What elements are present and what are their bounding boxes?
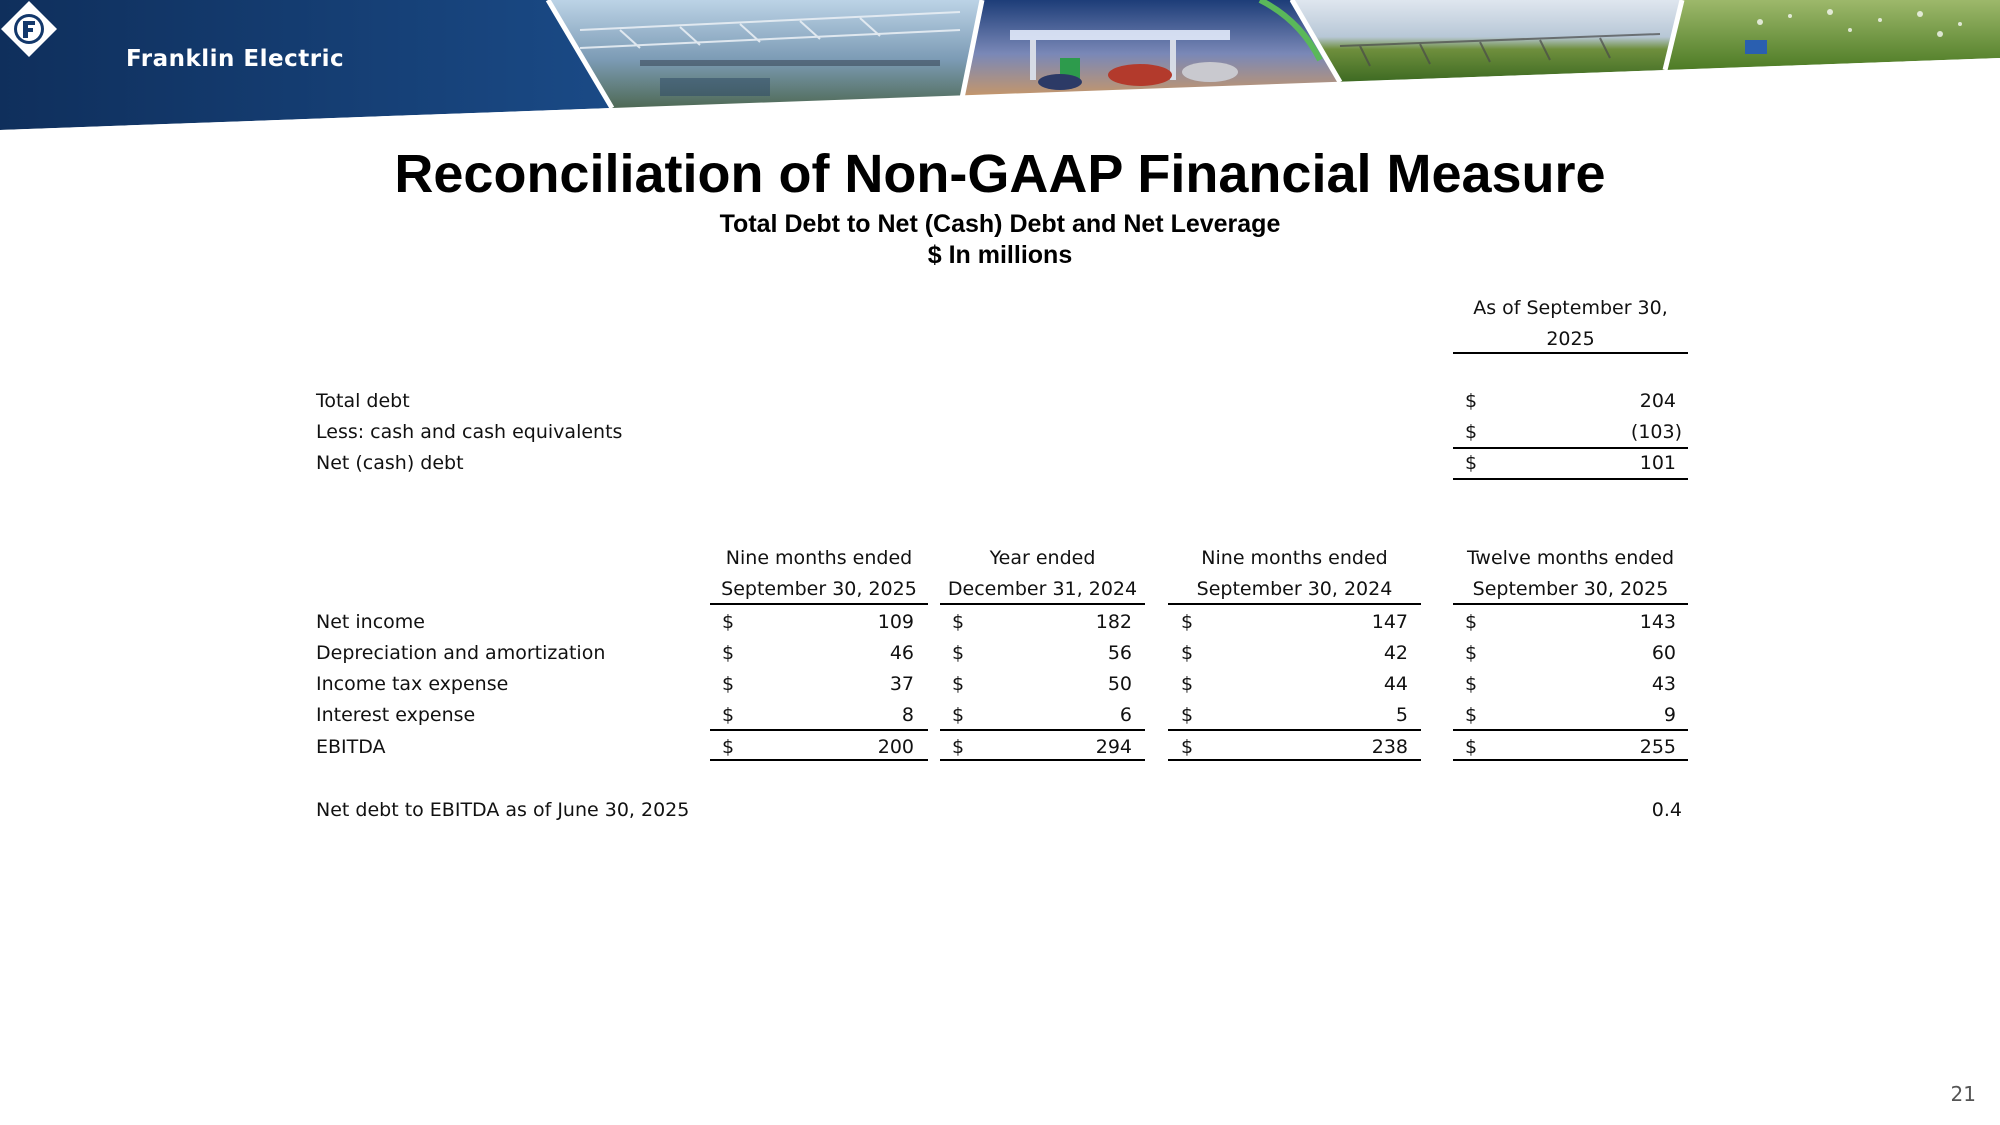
total-line	[1168, 759, 1421, 761]
subtotal-line	[710, 729, 928, 731]
ebitda-row-label: Interest expense	[316, 704, 476, 726]
total-line	[940, 759, 1145, 761]
currency-sign: $	[722, 611, 735, 633]
subtotal-line	[1168, 729, 1421, 731]
currency-sign: $	[1181, 642, 1194, 664]
total-line	[1453, 759, 1688, 761]
column-header-twelve-months-2025-date: September 30, 2025	[1472, 578, 1669, 600]
ebitda-value: 56	[1107, 642, 1132, 664]
column-header-nine-months-2024: Nine months ended	[1201, 547, 1388, 569]
column-header-year-2024: Year ended	[989, 547, 1096, 569]
value-cash: (103)	[1630, 421, 1682, 443]
ebitda-value: 42	[1383, 642, 1408, 664]
currency-sign: $	[722, 704, 735, 726]
subtotal-line	[940, 729, 1145, 731]
ebitda-value: 109	[877, 611, 914, 633]
page-number: 21	[1950, 1082, 1976, 1106]
subtotal-line	[1453, 729, 1688, 731]
debt-column-header-line2: 2025	[1546, 328, 1595, 350]
ebitda-value: 255	[1639, 736, 1676, 758]
page-title: Reconciliation of Non-GAAP Financial Measure	[394, 144, 1606, 204]
currency-sign: $	[1465, 452, 1478, 474]
currency-sign: $	[1181, 736, 1194, 758]
currency-sign: $	[1181, 611, 1194, 633]
currency-sign: $	[1465, 611, 1478, 633]
ebitda-value: 143	[1639, 611, 1676, 633]
debt-total-line	[1453, 478, 1688, 480]
page-subtitle: Total Debt to Net (Cash) Debt and Net Leverage	[719, 210, 1281, 238]
ebitda-value: 44	[1383, 673, 1408, 695]
ebitda-value: 43	[1651, 673, 1676, 695]
ebitda-value: 294	[1095, 736, 1132, 758]
row-label-cash: Less: cash and cash equivalents	[316, 421, 623, 443]
value-total-debt: 204	[1639, 390, 1676, 412]
column-header-nine-months-2025-date: September 30, 2025	[721, 578, 917, 600]
debt-column-header-line1: As of September 30,	[1473, 297, 1668, 319]
currency-sign: $	[952, 673, 965, 695]
ebitda-row-label: EBITDA	[316, 736, 386, 758]
currency-sign: $	[952, 642, 965, 664]
currency-sign: $	[1181, 673, 1194, 695]
leverage-value: 0.4	[1651, 799, 1682, 821]
ebitda-value: 182	[1095, 611, 1132, 633]
currency-sign: $	[722, 642, 735, 664]
currency-sign: $	[1465, 736, 1478, 758]
ebitda-value: 46	[889, 642, 914, 664]
currency-sign: $	[952, 704, 965, 726]
currency-sign: $	[1465, 421, 1478, 443]
header-banner	[0, 0, 2000, 130]
ebitda-value: 60	[1651, 642, 1676, 664]
column-header-nine-months-2025: Nine months ended	[725, 547, 913, 569]
currency-sign: $	[1465, 673, 1478, 695]
ebitda-value: 50	[1107, 673, 1132, 695]
ebitda-row-label: Income tax expense	[316, 673, 509, 695]
currency-sign: $	[1181, 704, 1194, 726]
debt-subtotal-line	[1453, 447, 1688, 449]
currency-sign: $	[952, 611, 965, 633]
row-label-net-debt: Net (cash) debt	[316, 452, 464, 474]
currency-sign: $	[1465, 704, 1478, 726]
column-underline	[1168, 603, 1421, 605]
currency-sign: $	[952, 736, 965, 758]
debt-header-underline	[1453, 352, 1688, 354]
column-underline	[1453, 603, 1688, 605]
currency-sign: $	[1465, 642, 1478, 664]
currency-sign: $	[1465, 390, 1478, 412]
column-header-year-2024-date: December 31, 2024	[947, 578, 1138, 600]
value-net-debt: 101	[1639, 452, 1676, 474]
ebitda-value: 9	[1663, 704, 1676, 726]
ebitda-value: 8	[901, 704, 914, 726]
units-note: $ In millions	[927, 241, 1073, 269]
ebitda-value: 238	[1371, 736, 1408, 758]
ebitda-value: 200	[877, 736, 914, 758]
leverage-label: Net debt to EBITDA as of June 30, 2025	[316, 799, 690, 821]
column-underline	[710, 603, 928, 605]
total-line	[710, 759, 928, 761]
ebitda-value: 147	[1371, 611, 1408, 633]
ebitda-row-label: Depreciation and amortization	[316, 642, 606, 664]
brand-name: Franklin Electric	[126, 46, 345, 72]
column-header-twelve-months-2025: Twelve months ended	[1466, 547, 1675, 569]
ebitda-value: 37	[889, 673, 914, 695]
franklin-electric-logo-icon	[0, 0, 58, 58]
row-label-total-debt: Total debt	[316, 390, 410, 412]
currency-sign: $	[722, 673, 735, 695]
ebitda-value: 6	[1119, 704, 1132, 726]
currency-sign: $	[722, 736, 735, 758]
ebitda-value: 5	[1395, 704, 1408, 726]
ebitda-row-label: Net income	[316, 611, 425, 633]
column-header-nine-months-2024-date: September 30, 2024	[1196, 578, 1393, 600]
column-underline	[940, 603, 1145, 605]
